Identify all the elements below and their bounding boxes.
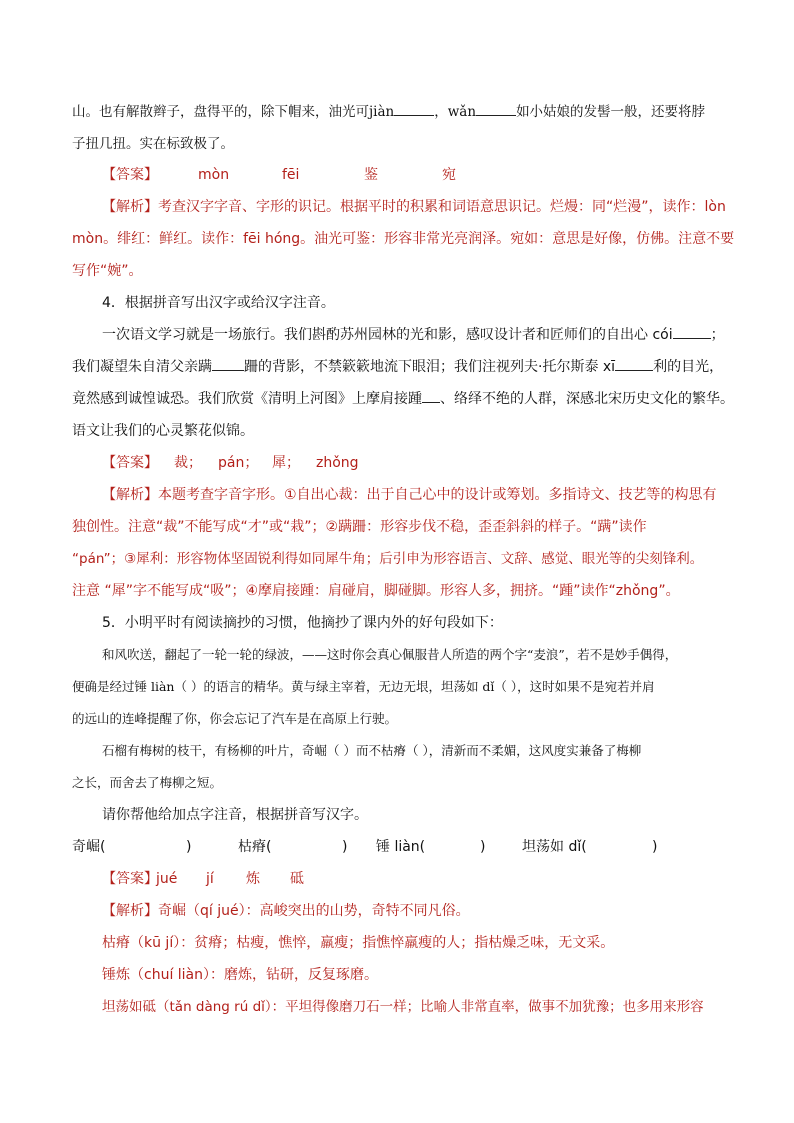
q5-answer-row: [102, 868, 752, 890]
analysis-text: 本题考查字音字形。①自出心裁：出于自己心中的设计或筹划。多指诗文、技艺等的构思有: [158, 487, 717, 503]
fill-blank: [673, 324, 711, 339]
q4-question: 4．根据拼音写出汉字或给汉字注音。: [102, 295, 335, 311]
q4-passage-text: 一次语文学习就是一场旅行。我们斟酌苏州园林的光和影，感叹设计者和匠师们的自出心 cói: [102, 327, 673, 343]
answer-item: 裁；: [174, 455, 202, 471]
q5-instruction: 请你帮他给加点字注音，根据拼音写汉字。: [102, 807, 368, 823]
answer-label: 【答案】: [102, 167, 158, 183]
answer-item: 鉴: [364, 167, 378, 183]
q4-passage-line-1: [102, 324, 752, 346]
fill-item-label: 奇崛(: [72, 839, 106, 855]
answer-item: mòn: [198, 167, 230, 183]
q5-passage-line-2: 便确是经过锤 liàn（ ）的语言的精华。黄与绿主宰着，无边无垠，坦荡如 dǐ（ ），这时如果不是宛若并肩: [72, 679, 655, 694]
analysis-text: 考查汉字字音、字形的识记。根据平时的积累和词语意思识记。烂熳：同“烂漫”，读作：lòn: [158, 199, 726, 215]
q5-analysis-line-4: 坦荡如砥（tǎn dàng rú dǐ）：平坦得像磨刀石一样；比喻人非常直率，做事不加犹豫；也多用来形容: [102, 999, 704, 1015]
q3-passage-line-2: 子扭几扭。实在标致极了。: [72, 136, 234, 152]
q4-analysis-line-2: 独创性。注意“裁”不能写成“才”或“栽”；②蹒跚：形容步伐不稳，歪歪斜斜的样子。“蹒”读作: [72, 519, 647, 535]
answer-item: 宛: [442, 167, 456, 183]
fill-blank: [615, 356, 653, 371]
analysis-label: 【解析】: [102, 903, 158, 919]
q5-question: 5．小明平时有阅读摘抄的习惯，他摘抄了课内外的好句段如下：: [102, 615, 503, 631]
q3-analysis-line-2: mòn。绯红：鲜红。读作：fēi hóng。油光可鉴：形容非常光亮润泽。宛如：意思是好像，仿佛。注意不要: [72, 231, 735, 247]
answer-label: 【答案】: [102, 871, 158, 887]
answer-label: 【答案】: [102, 455, 158, 471]
q3-passage-text: 山。也有解散辫子，盘得平的，除下帽来，油光可jiàn: [72, 104, 395, 120]
q3-passage-text: 如小姑娘的发髻一般，还要将脖: [516, 104, 706, 120]
fill-item-label: 锤 liàn(: [376, 839, 426, 855]
answer-item: jué: [156, 871, 178, 887]
q3-answer-row: [102, 164, 752, 186]
q3-analysis-line-1: [102, 196, 752, 218]
q4-passage-text: 、络绎不绝的人群，深感北宋历史文化的繁华。: [440, 391, 734, 407]
q5-passage-line-3: 的远山的连峰提醒了你，你会忘记了汽车是在高原上行驶。: [72, 711, 398, 726]
answer-item: zhǒng: [316, 455, 359, 471]
q4-passage-text: ；: [710, 327, 725, 343]
q5-passage-line-1: 和风吹送，翻起了一轮一轮的绿波，——这时你会真心佩服昔人所造的两个字“麦浪”，若不是妙手偶得，: [102, 647, 678, 662]
answer-item: pán；: [218, 455, 259, 471]
fill-item-label: 坦荡如 dǐ(: [522, 839, 587, 855]
q4-analysis-line-1: [102, 484, 752, 506]
answer-item: jí: [206, 871, 214, 887]
answer-item: fēi: [282, 167, 300, 183]
answer-item: 砥: [290, 871, 304, 887]
q4-passage-line-3: [72, 388, 734, 410]
fill-blank: [422, 388, 440, 403]
answer-item: 炼: [246, 871, 260, 887]
q4-passage-text: 我们凝望朱自清父亲蹒: [72, 359, 212, 375]
fill-item-close: ): [186, 839, 192, 855]
q4-passage-line-4: 语文让我们的心灵繁花似锦。: [72, 423, 254, 439]
analysis-text: 奇崛（qí jué）：高峻突出的山势，奇特不同凡俗。: [158, 903, 470, 919]
q3-analysis-line-3: 写作“婉”。: [72, 263, 143, 279]
q4-analysis-line-3: “pán”；③犀利：形容物体坚固锐利得如同犀牛角；后引申为形容语言、文辞、感觉、眼光等的尖刻锋利。: [72, 551, 704, 567]
fill-blank: [476, 101, 516, 116]
analysis-label: 【解析】: [102, 487, 158, 503]
fill-blank: [212, 356, 244, 371]
fill-item-close: ): [480, 839, 486, 855]
q5-analysis-line-1: [102, 900, 752, 922]
q5-passage-line-5: 之长，而舍去了梅柳之短。: [72, 775, 223, 790]
q5-analysis-line-3: 锤炼（chuí liàn）：磨炼，钻研，反复琢磨。: [102, 967, 379, 983]
q4-passage-text: 竟然感到诚惶诚恐。我们欣赏《清明上河图》上摩肩接踵: [72, 391, 422, 407]
analysis-label: 【解析】: [102, 199, 158, 215]
q4-passage-text: 跚的背影，不禁簌簌地流下眼泪；我们注视列夫·托尔斯泰 xī: [244, 359, 616, 375]
q4-analysis-line-4: 注意 “犀”字不能写成“吸”；④摩肩接踵：肩碰肩，脚碰脚。形容人多，拥挤。“踵”读作“zhǒng”。: [72, 583, 680, 599]
fill-item-close: ): [652, 839, 658, 855]
answer-item: 犀；: [272, 455, 300, 471]
fill-item-close: ): [342, 839, 348, 855]
q4-answer-row: [102, 452, 752, 474]
fill-blank: [394, 101, 434, 116]
q4-passage-text: 利的目光，: [653, 359, 724, 375]
q5-analysis-line-2: 枯瘠（kū jí）：贫瘠；枯瘦，憔悴，羸瘦；指憔悴羸瘦的人；指枯燥乏味，无文采。: [102, 935, 615, 951]
fill-item-label: 枯瘠(: [238, 839, 272, 855]
q5-passage-line-4: 石榴有梅树的枝干，有杨柳的叶片，奇崛（ ）而不枯瘠（ ），清新而不柔媚，这风度实兼备了梅柳: [102, 743, 642, 758]
q3-passage-text: ，wǎn: [434, 104, 477, 120]
q4-passage-line-2: [72, 356, 722, 378]
q3-passage-line-1: [72, 101, 722, 123]
